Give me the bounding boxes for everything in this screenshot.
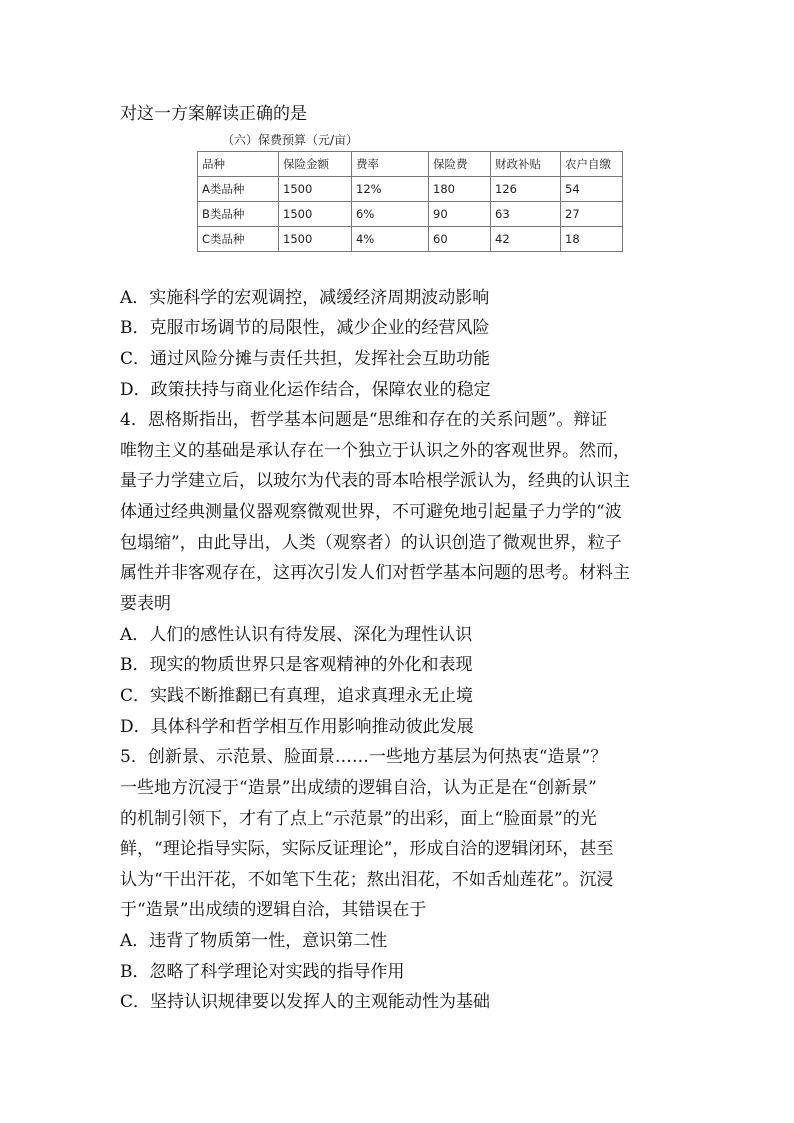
question-intro: 对这一方案解读正确的是: [120, 104, 307, 124]
table-cell: 63: [491, 202, 561, 227]
table-cell: 18: [561, 227, 623, 252]
q4-stem-line: 唯物主义的基础是承认存在一个独立于认识之外的客观世界。然而，: [120, 441, 630, 461]
table-cell: A类品种: [198, 177, 279, 202]
q3-option-d: D．政策扶持与商业化运作结合，保障农业的稳定: [120, 380, 491, 400]
table-cell: C类品种: [198, 227, 279, 252]
q4-option-b: B．现实的物质世界只是客观精神的外化和表现: [120, 655, 473, 675]
table-cell: B类品种: [198, 202, 279, 227]
header-cell: 费率: [352, 152, 429, 177]
q4-stem-line: 体通过经典测量仪器观察微观世界，不可避免地引起量子力学的“波: [120, 502, 622, 522]
premium-budget-table: [197, 151, 623, 252]
q5-stem-line: 鲜，“理论指导实际，实际反证理论”，形成自洽的逻辑闭环，甚至: [120, 839, 614, 859]
table-row: [198, 202, 623, 227]
table-cell: 60: [429, 227, 491, 252]
q4-option-c: C．实践不断推翻已有真理，追求真理永无止境: [120, 686, 474, 706]
table-cell: 12%: [352, 177, 429, 202]
q5-stem-line: 一些地方沉浸于“造景”出成绩的逻辑自洽，认为正是在“创新景”: [120, 778, 597, 798]
q4-option-d: D．具体科学和哲学相互作用影响推动彼此发展: [120, 717, 474, 737]
table-cell: 126: [491, 177, 561, 202]
table-cell: 1500: [279, 227, 352, 252]
header-cell: 保险费: [429, 152, 491, 177]
q5-option-b: B．忽略了科学理论对实践的指导作用: [120, 962, 405, 982]
table-row: [198, 177, 623, 202]
q5-stem-line: 的机制引领下，才有了点上“示范景”的出彩，面上“脸面景”的光: [120, 809, 597, 829]
table-cell: 90: [429, 202, 491, 227]
q5-stem-line: 于“造景”出成绩的逻辑自洽，其错误在于: [120, 900, 427, 920]
q4-stem-line: 量子力学建立后，以玻尔为代表的哥本哈根学派认为，经典的认识主: [120, 471, 630, 491]
table-cell: 4%: [352, 227, 429, 252]
q4-option-a: A．人们的感性认识有待发展、深化为理性认识: [120, 625, 473, 645]
table-cell: 1500: [279, 202, 352, 227]
header-cell: 保险金额: [279, 152, 352, 177]
q4-stem-line: 要表明: [120, 594, 171, 614]
q3-option-b: B．克服市场调节的局限性，减少企业的经营风险: [120, 318, 490, 338]
q5-option-a: A．违背了物质第一性，意识第二性: [120, 931, 388, 951]
q4-stem-line: 属性并非客观存在，这再次引发人们对哲学基本问题的思考。材料主: [120, 563, 630, 583]
q5-stem-line: 认为“干出汗花，不如笔下生花；熬出泪花，不如舌灿莲花”。沉浸: [120, 870, 614, 890]
table-header-row: [198, 152, 623, 177]
table-cell: 1500: [279, 177, 352, 202]
header-cell: 品种: [198, 152, 279, 177]
table-cell: 42: [491, 227, 561, 252]
header-cell: 财政补贴: [491, 152, 561, 177]
table-cell: 6%: [352, 202, 429, 227]
q3-option-c: C．通过风险分摊与责任共担，发挥社会互助功能: [120, 349, 491, 369]
q4-stem-line: 4．恩格斯指出，哲学基本问题是“思维和存在的关系问题”。辩证: [120, 410, 608, 430]
q3-option-a: A．实施科学的宏观调控，减缓经济周期波动影响: [120, 288, 490, 308]
q5-option-c: C．坚持认识规律要以发挥人的主观能动性为基础: [120, 992, 491, 1012]
table-row: [198, 227, 623, 252]
q5-stem-line: 5．创新景、示范景、脸面景……一些地方基层为何热衷“造景”？: [120, 747, 608, 767]
table-cell: 27: [561, 202, 623, 227]
table-caption: （六）保费预算（元/亩）: [222, 133, 359, 147]
table-cell: 180: [429, 177, 491, 202]
table-cell: 54: [561, 177, 623, 202]
q4-stem-line: 包塌缩”，由此导出，人类（观察者）的认识创造了微观世界，粒子: [120, 533, 622, 553]
header-cell: 农户自缴: [561, 152, 623, 177]
